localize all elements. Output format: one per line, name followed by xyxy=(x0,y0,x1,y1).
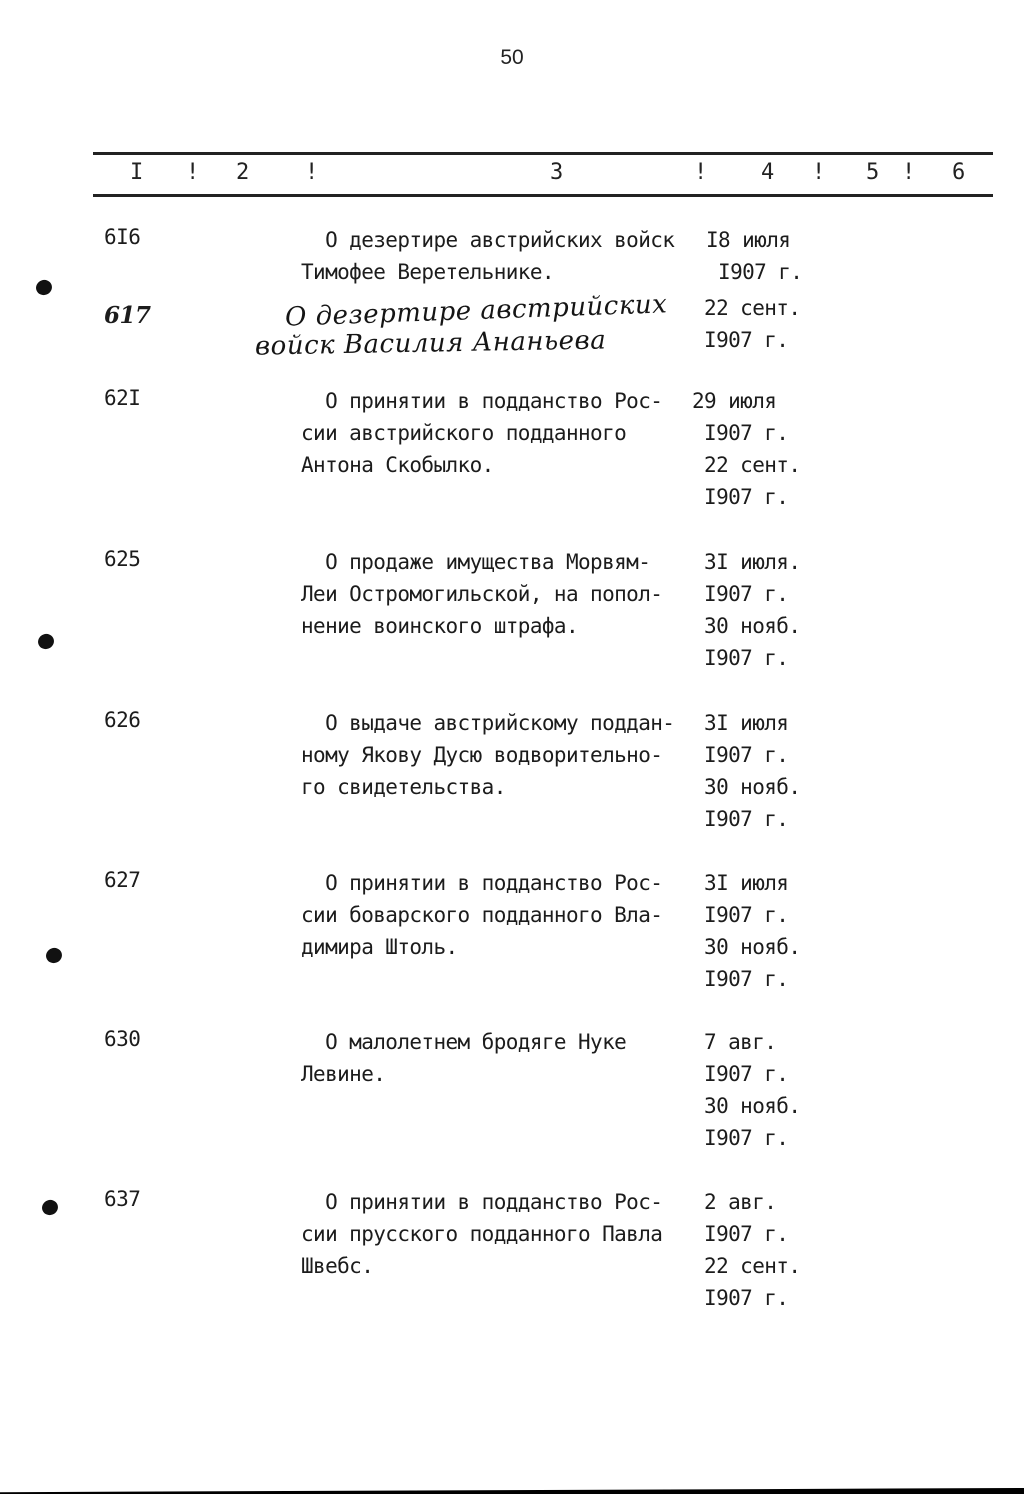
header-rule-bottom xyxy=(93,194,993,197)
entry-number: 617 xyxy=(104,302,151,329)
entry-dates: I8 июля I907 г. xyxy=(706,228,803,284)
entry-description: О принятии в подданство Рос- сии прусского подданного Павла Швебс. xyxy=(301,1190,663,1278)
binder-hole-mark xyxy=(40,1198,60,1218)
header-rule-top xyxy=(93,152,993,155)
entry-description-handwritten: О дезертире австрийских войск Василия Ананьева xyxy=(254,289,668,362)
binder-hole-mark xyxy=(36,632,56,652)
entry-number: 626 xyxy=(104,708,141,732)
column-separator: ! xyxy=(305,160,319,185)
column-separator: ! xyxy=(812,160,826,185)
column-separator: ! xyxy=(902,160,916,185)
entry-number: 62I xyxy=(104,386,141,410)
column-header-4: 4 xyxy=(761,160,775,185)
entry-dates: 3I июля I907 г. 30 нояб. I907 г. xyxy=(692,711,801,831)
column-header-2: 2 xyxy=(236,160,250,185)
entry-description: О продаже имущества Морвям- Леи Остромогильской, на попол- нение воинского штрафа. xyxy=(301,550,663,638)
entry-number: 627 xyxy=(104,868,141,892)
entry-dates: 29 июля I907 г. 22 сент. I907 г. xyxy=(692,389,801,509)
column-separator: ! xyxy=(186,160,200,185)
entry-description: О малолетнем бродяге Нуке Левине. xyxy=(301,1030,627,1086)
column-header-5: 5 xyxy=(866,160,880,185)
entry-dates: 7 авг. I907 г. 30 нояб. I907 г. xyxy=(692,1030,801,1150)
entry-dates: 3I июля. I907 г. 30 нояб. I907 г. xyxy=(692,550,801,670)
scan-edge-shadow xyxy=(0,1488,1024,1494)
page-number: 50 xyxy=(500,46,524,69)
entry-number: 6I6 xyxy=(104,225,141,249)
entry-description: О принятии в подданство Рос- сии боварского подданного Вла- димира Штоль. xyxy=(301,871,663,959)
entry-dates: 3I июля I907 г. 30 нояб. I907 г. xyxy=(692,871,801,991)
entry-number: 625 xyxy=(104,547,141,571)
entry-dates: 22 сент. I907 г. xyxy=(692,296,801,352)
entry-description: О дезертире австрийских войск Тимофее Веретельнике. xyxy=(301,228,675,284)
binder-hole-mark xyxy=(34,278,54,298)
entry-description: О принятии в подданство Рос- сии австрийского подданного Антона Скобылко. xyxy=(301,389,663,477)
column-header-1: I xyxy=(130,160,144,185)
entry-dates: 2 авг. I907 г. 22 сент. I907 г. xyxy=(692,1190,801,1310)
column-separator: ! xyxy=(694,160,708,185)
binder-hole-mark xyxy=(44,946,64,966)
entry-description: О выдаче австрийскому поддан- ному Якову Дусю водворительно- го свидетельства. xyxy=(301,711,675,799)
entry-number: 630 xyxy=(104,1027,141,1051)
column-header-3: 3 xyxy=(550,160,564,185)
entry-number: 637 xyxy=(104,1187,141,1211)
column-header-6: 6 xyxy=(952,160,966,185)
